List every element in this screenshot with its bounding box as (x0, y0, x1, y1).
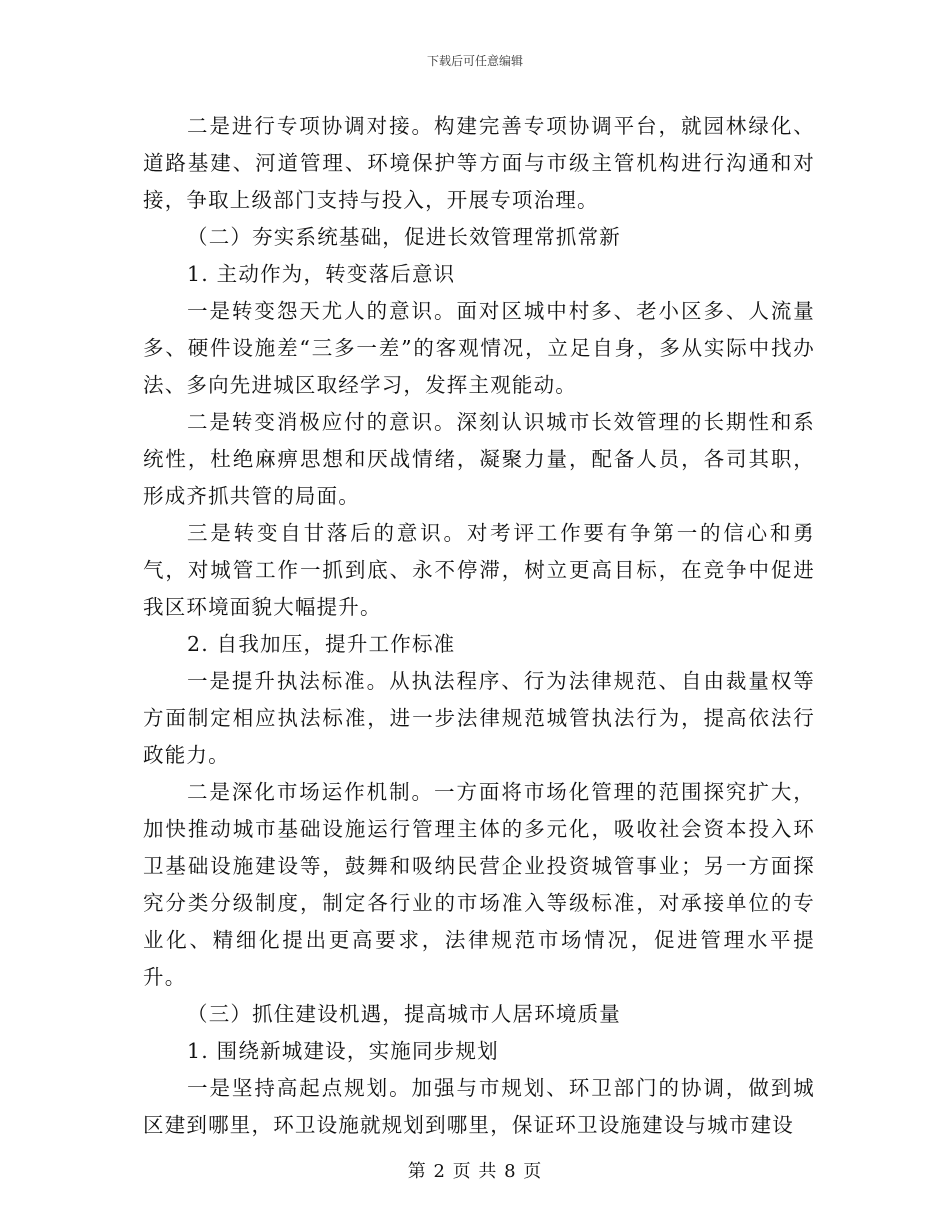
paragraph: 二是深化市场运作机制。一方面将市场化管理的范围探究扩大，加快推动城市基础设施运行管理主体的多元化，吸收社会资本投入环卫基础设施建设等，鼓舞和吸纳民营企业投资城管事业；另一方面探究分类分级制度，制定各行业的市场准入等级标准，对承接单位的专业化、精细化提出更高要求，法律规范市场情况，促进管理水平提升。 (143, 780, 815, 989)
paragraph: 三是转变自甘落后的意识。对考评工作要有争第一的信心和勇气，对城管工作一抓到底、永不停滞，树立更高目标，在竞争中促进我区环境面貌大幅提升。 (143, 521, 815, 619)
subsection-heading: 2. 自我加压，提升工作标准 (187, 632, 456, 656)
page-number: 第 2 页 共 8 页 (407, 1161, 543, 1182)
paragraph: 一是提升执法标准。从执法程序、行为法律规范、自由裁量权等方面制定相应执法标准，进一步法律规范城管执法行为，提高依法行政能力。 (143, 669, 815, 767)
page-header: 下载后可任意编辑 (426, 54, 523, 68)
subsection-heading: 1. 围绕新城建设，实施同步规划 (187, 1039, 499, 1063)
paragraph: 二是转变消极应付的意识。深刻认识城市长效管理的长期性和系统性，杜绝麻痹思想和厌战情绪，凝聚力量，配备人员，各司其职，形成齐抓共管的局面。 (143, 410, 815, 508)
paragraph: 二是进行专项协调对接。构建完善专项协调平台，就园林绿化、道路基建、河道管理、环境保护等方面与市级主管机构进行沟通和对接，争取上级部门支持与投入，开展专项治理。 (143, 114, 815, 212)
subsection-heading: 1. 主动作为，转变落后意识 (187, 262, 456, 286)
section-heading: （三）抓住建设机遇，提高城市人居环境质量 (187, 1002, 621, 1026)
section-heading: （二）夯实系统基础，促进长效管理常抓常新 (187, 225, 621, 249)
document-body (143, 108, 815, 1144)
paragraph: 一是转变怨天尤人的意识。面对区城中村多、老小区多、人流量多、硬件设施差“三多一差”的客观情况，立足自身，多从实际中找办法、多向先进城区取经学习，发挥主观能动。 (143, 299, 815, 397)
paragraph: 一是坚持高起点规划。加强与市规划、环卫部门的协调，做到城区建到哪里，环卫设施就规划到哪里，保证环卫设施建设与城市建设 (143, 1076, 815, 1137)
